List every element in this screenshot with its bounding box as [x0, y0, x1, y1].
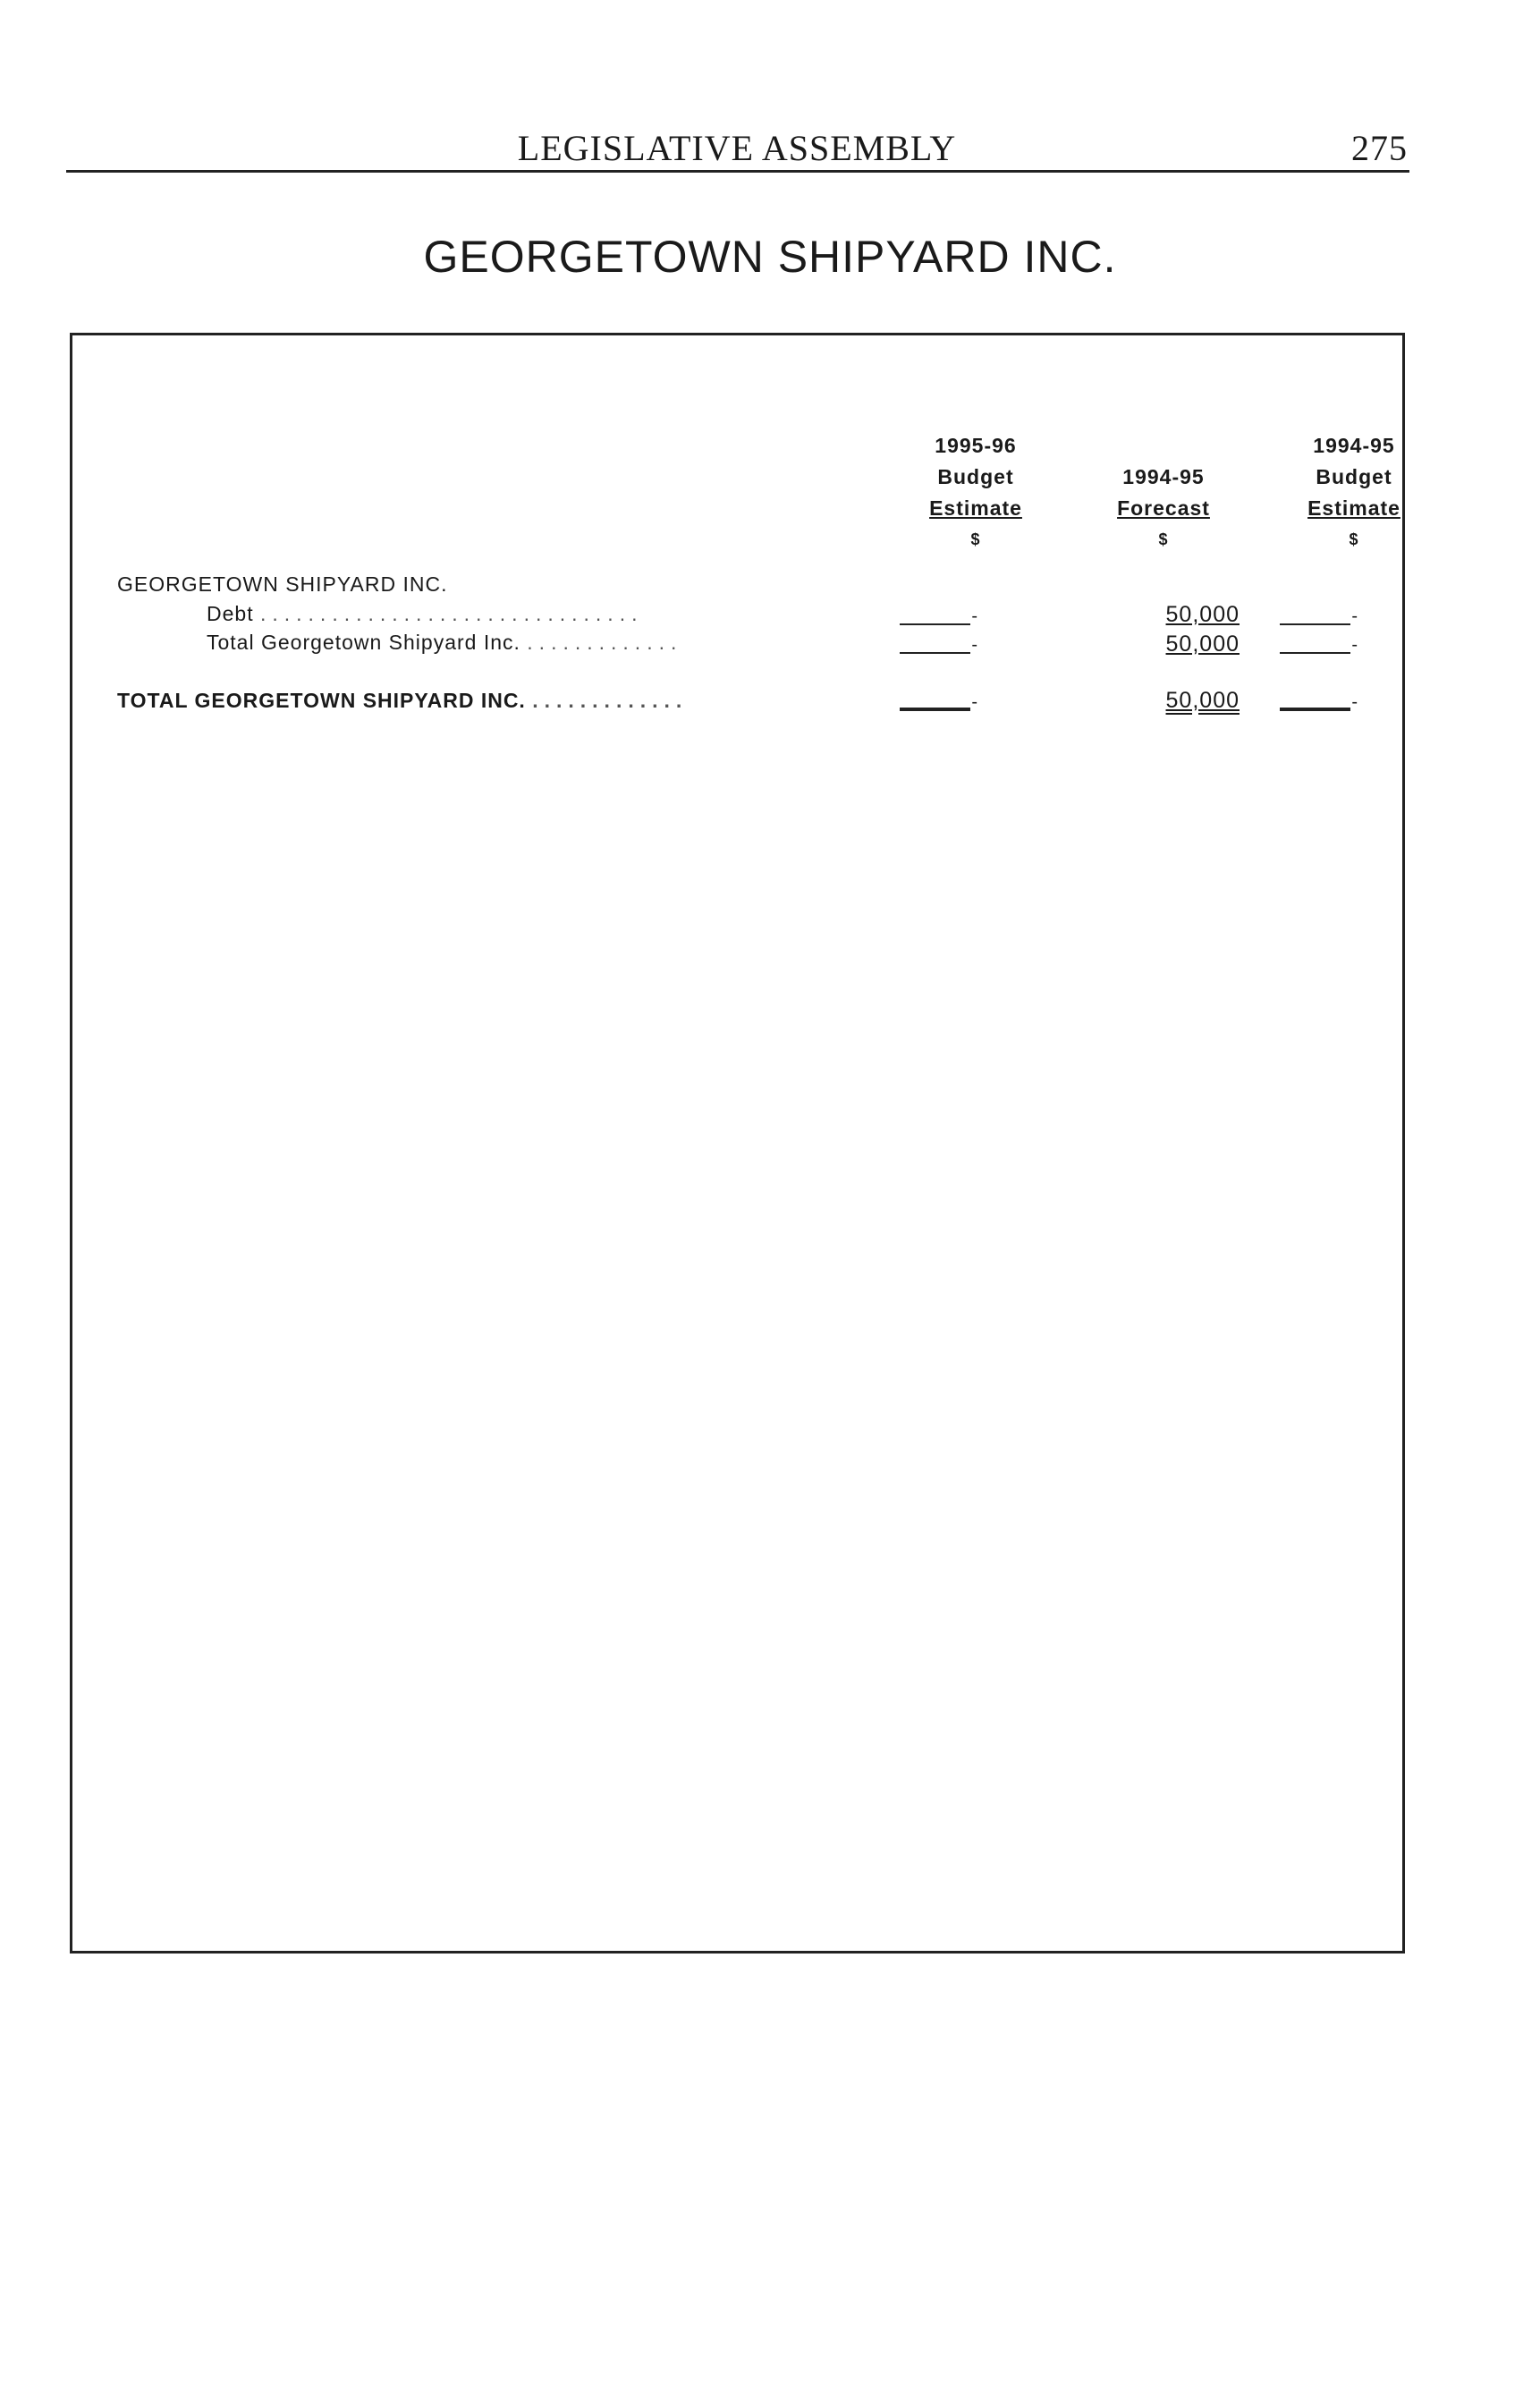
leader-dots: ............. — [532, 689, 689, 712]
column-header-line3: Forecast — [1117, 496, 1210, 520]
cell-total-forecast — [1074, 631, 1240, 658]
column-header-1994-95-budget-estimate — [1256, 430, 1452, 555]
dash-mark: - — [971, 692, 977, 712]
leader-dots: ................................ — [259, 602, 644, 625]
table-frame — [70, 333, 1405, 1954]
row-label-text: TOTAL GEORGETOWN SHIPYARD INC. — [117, 689, 526, 712]
cell-value: 50,000 — [1165, 631, 1240, 657]
column-header-line1: 1994-95 — [1313, 434, 1395, 457]
cell-grand-total-1995-96 — [900, 688, 977, 713]
cell-value: 50,000 — [1165, 602, 1240, 627]
column-header-line2: 1994-95 — [1122, 465, 1205, 488]
column-header-line3: Estimate — [1307, 496, 1400, 520]
blank-rule — [1280, 708, 1350, 711]
leader-dots: ............. — [527, 631, 683, 654]
cell-debt-1994-95 — [1280, 602, 1358, 627]
column-header-line3: Estimate — [929, 496, 1022, 520]
header-rule — [66, 170, 1409, 173]
cell-total-1994-95 — [1280, 631, 1358, 656]
column-header-line1: 1995-96 — [935, 434, 1017, 457]
blank-rule — [1280, 652, 1350, 654]
cell-grand-total-1994-95 — [1280, 688, 1358, 713]
blank-rule — [900, 652, 970, 654]
dash-mark: - — [1351, 606, 1358, 626]
cell-value: 50,000 — [1165, 688, 1240, 713]
cell-grand-total-forecast — [1074, 688, 1240, 715]
row-label-debt — [207, 602, 643, 626]
column-currency: $ — [1158, 530, 1169, 548]
running-title: LEGISLATIVE ASSEMBLY — [517, 128, 957, 168]
blank-rule — [900, 708, 970, 711]
dash-mark: - — [971, 635, 977, 655]
row-label-grand-total — [117, 689, 688, 713]
dash-mark: - — [1351, 692, 1358, 712]
row-label-total-georgetown — [207, 631, 682, 655]
dash-mark: - — [1351, 635, 1358, 655]
cell-debt-forecast — [1074, 602, 1240, 629]
column-currency: $ — [970, 530, 981, 548]
row-label-text: Debt — [207, 602, 254, 625]
column-header-line2: Budget — [1316, 465, 1392, 488]
column-header-line2: Budget — [937, 465, 1014, 488]
column-header-line1 — [1065, 430, 1262, 462]
column-currency: $ — [1349, 530, 1359, 548]
section-heading: GEORGETOWN SHIPYARD INC. — [117, 572, 448, 596]
column-header-1994-95-forecast — [1065, 430, 1262, 555]
dash-mark: - — [971, 606, 977, 626]
blank-rule — [900, 623, 970, 625]
column-header-1995-96-budget-estimate — [877, 430, 1074, 555]
cell-total-1995-96 — [900, 631, 977, 656]
page-number: 275 — [1351, 128, 1408, 168]
blank-rule — [1280, 623, 1350, 625]
cell-debt-1995-96 — [900, 602, 977, 627]
running-head — [66, 120, 1408, 170]
document-title: GEORGETOWN SHIPYARD INC. — [423, 232, 1117, 282]
row-label-text: Total Georgetown Shipyard Inc. — [207, 631, 520, 654]
